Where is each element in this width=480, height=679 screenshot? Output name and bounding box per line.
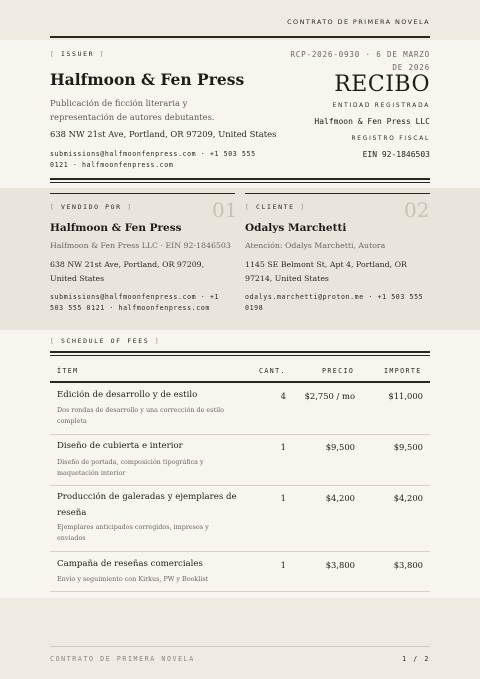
issuer-tag: [ ISSUER ] <box>50 50 106 58</box>
row-divider <box>50 485 430 486</box>
item-amount: $4,200 <box>393 493 423 503</box>
receipt-number-date: RCP-2026-0930 · 6 DE MARZO DE 2026 <box>290 50 430 72</box>
table-header-rule <box>50 381 430 383</box>
bottom-band <box>0 598 480 679</box>
seller-number: 01 <box>212 198 238 222</box>
client-number: 02 <box>404 198 430 222</box>
client-tag-label: CLIENTE <box>256 203 295 211</box>
entity-label: ENTIDAD REGISTRADA <box>332 103 430 109</box>
item-title: Diseño de cubierta e interior <box>57 441 183 451</box>
column-amount: IMPORTE <box>384 367 422 375</box>
item-title: Producción de galeradas y ejemplares de reseña <box>57 492 237 518</box>
item-qty: 1 <box>280 493 286 503</box>
issuer-contact: submissions@halfmoonfenpress.com · +1 503 555 0121 · halfmoonfenpress.com <box>50 150 256 169</box>
client-subline: Atención: Odalys Marchetti, Autora <box>245 241 386 250</box>
item-qty: 1 <box>280 560 286 570</box>
seller-address: 638 NW 21st Ave, Portland, OR 97209, United States <box>50 260 205 283</box>
item-description: Dos rondas de desarrollo y una corrección de estilo completa <box>57 406 225 425</box>
fees-rule-thin <box>50 355 430 356</box>
client-name: Odalys Marchetti <box>245 222 347 234</box>
item-amount: $3,800 <box>393 560 423 570</box>
issuer-tag-label: ISSUER <box>61 50 95 58</box>
entity-value: Halfmoon & Fen Press LLC <box>314 117 430 126</box>
row-divider <box>50 591 430 592</box>
tax-label: REGISTRO FISCAL <box>351 136 430 142</box>
issuer-rule-thin <box>50 182 430 183</box>
row-divider <box>50 434 430 435</box>
item-description: Ejemplares anticipados corregidos, impresos y enviados <box>57 523 209 542</box>
client-address: 1145 SE Belmont St, Apt 4, Portland, OR 97214, United States <box>245 260 407 283</box>
client-contact: odalys.marchetti@proton.me · +1 503 555 0198 <box>245 293 424 312</box>
item-price: $3,800 <box>325 560 355 570</box>
fees-tag-label: SCHEDULE OF FEES <box>61 337 150 345</box>
page-number: 1 / 2 <box>402 655 430 663</box>
item-qty: 1 <box>280 442 286 452</box>
seller-name: Halfmoon & Fen Press <box>50 222 182 234</box>
item-price: $4,200 <box>325 493 355 503</box>
issuer-name: Halfmoon & Fen Press <box>50 70 245 89</box>
issuer-rule-thick <box>50 178 430 180</box>
item-price: $2,750 / mo <box>304 391 355 401</box>
item-description: Envío y seguimiento con Kirkus, PW y Booklist <box>57 575 209 583</box>
running-title: CONTRATO DE PRIMERA NOVELA <box>287 18 430 26</box>
header-rule <box>50 36 430 38</box>
item-title: Edición de desarrollo y de estilo <box>57 390 198 400</box>
column-price: PRECIO <box>322 367 355 375</box>
tax-value: EIN 92-1846503 <box>362 150 430 159</box>
client-rule <box>245 193 430 194</box>
seller-tag-label: VENDIDO POR <box>61 203 122 211</box>
footer-rule <box>50 646 430 647</box>
seller-tag: [ VENDIDO POR ] <box>50 203 133 211</box>
fees-rule-thick <box>50 351 430 353</box>
column-item: ÍTEM <box>57 367 79 375</box>
item-price: $9,500 <box>325 442 355 452</box>
seller-subline: Halfmoon & Fen Press LLC · EIN 92-1846503 <box>50 241 231 250</box>
item-amount: $9,500 <box>393 442 423 452</box>
row-divider <box>50 551 430 552</box>
footer-title: CONTRATO DE PRIMERA NOVELA <box>50 655 195 663</box>
client-tag: [ CLIENTE ] <box>245 203 306 211</box>
issuer-description: Publicación de ficción literaria y representación de autores debutantes. <box>50 98 215 122</box>
fees-tag: [ SCHEDULE OF FEES ] <box>50 337 161 345</box>
item-amount: $11,000 <box>388 391 423 401</box>
column-qty: CANT. <box>259 367 286 375</box>
issuer-address: 638 NW 21st Ave, Portland, OR 97209, United States <box>50 129 277 139</box>
item-description: Diseño de portada, composición tipográfica y maquetación interior <box>57 458 204 477</box>
seller-rule <box>50 193 235 194</box>
item-title: Campaña de reseñas comerciales <box>57 559 203 569</box>
seller-contact: submissions@halfmoonfenpress.com · +1 503 555 0121 · halfmoonfenpress.com <box>50 293 220 312</box>
receipt-title: RECIBO <box>334 72 430 97</box>
item-qty: 4 <box>280 391 286 401</box>
